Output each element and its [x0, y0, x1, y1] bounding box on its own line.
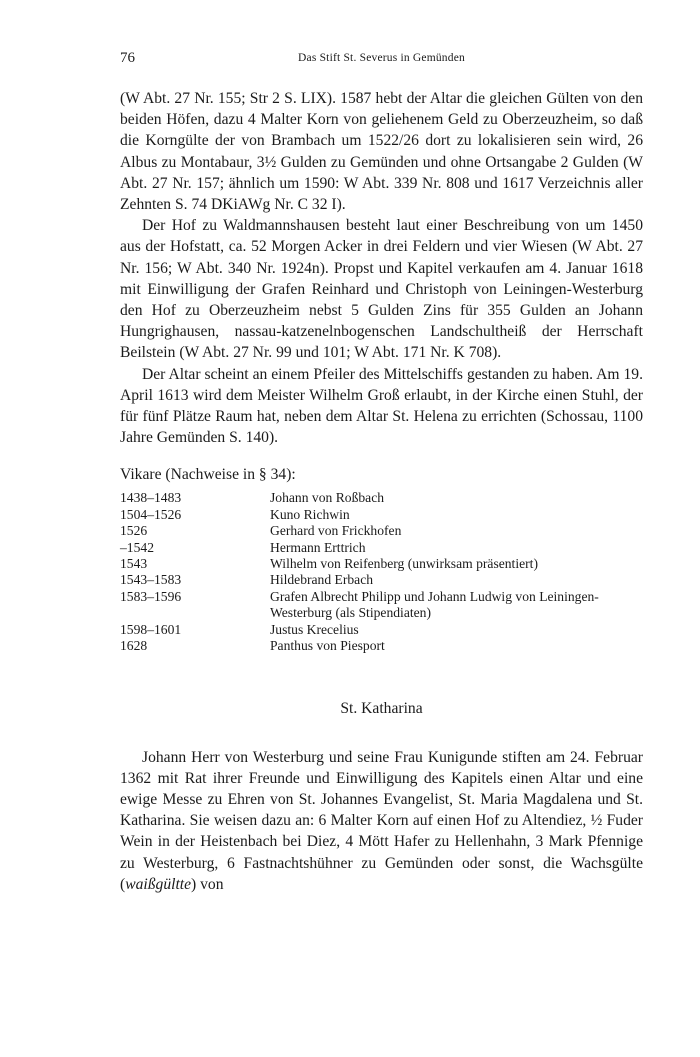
vikar-years: 1583–1596 — [120, 588, 182, 604]
vikar-name: Johann von Roßbach — [270, 490, 385, 506]
table-row — [120, 638, 643, 654]
vikar-name: Hildebrand Erbach — [270, 572, 374, 588]
vikar-name: Wilhelm von Reifenberg (unwirksam präsentiert) — [270, 556, 538, 572]
vikare-heading: Vikare (Nachweise in § 34): — [120, 466, 296, 484]
section-title: St. Katharina — [340, 699, 423, 717]
vikar-years: 1504–1526 — [120, 506, 182, 522]
vikar-name: Grafen Albrecht Philipp und Johann Ludwig von Leiningen-Westerburg (als Stipendiaten) — [270, 588, 599, 621]
vikar-years: 1598–1601 — [120, 621, 182, 637]
vikar-years: 1543 — [120, 556, 148, 572]
vikar-name: Gerhard von Frickhofen — [270, 523, 402, 539]
paragraph: Der Altar scheint an einem Pfeiler des Mittelschiffs gestanden zu haben. Am 19. April 1613 wird dem Meister Wilhelm Groß erlaubt, in der Kirche einen Stuhl, der für fünf Plätze Raum hat, neben dem Altar St. Helena zu errichten (Schossau, 1100 Jahre Gemünden S. 140). — [120, 365, 643, 447]
paragraph: (W Abt. 27 Nr. 155; Str 2 S. LIX). 1587 hebt der Altar die gleichen Gülten von den beiden Höfen, dazu 4 Malter Korn von geliehenem Geld zu Oberzeuzheim, so daß die Korngülte der von Brambach um 1522/26 dort zu lokalisieren sein wird, 26 Albus zu Montabaur, 3½ Gulden zu Gemünden und ohne Ortsangabe 2 Gulden (W Abt. 27 Nr. 157; ähnlich um 1590: W Abt. 339 Nr. 808 und 1617 Verzeichnis aller Zehnten S. 74 DKiAWg Nr. C 32 I). — [120, 90, 643, 214]
paragraph-text: Johann Herr von Westerburg und seine Frau Kunigunde stiften am 24. Februar 1362 mit Rat ihrer Freunde und Einwilligung des Kapitels einen Altar und eine ewige Messe zu Ehren von St. Johannes Evangelist, St. Maria Magdalena und St. Katharina. Sie weisen dazu an: 6 Malter Korn auf einen Hof zu Altendiez, ½ Fuder Wein in der Heistenbach bei Diez, 4 Mött Hafer zu Hellenhahn, 3 Mark Pfennige zu Westerburg, 6 Fastnachtshühner zu Gemünden oder sonst, die Wachsgülte ( — [120, 748, 643, 893]
vikar-name: Kuno Richwin — [270, 506, 350, 522]
paragraph — [120, 747, 643, 895]
table-row — [120, 540, 643, 556]
paragraph-text: ) von — [191, 875, 224, 893]
table-row — [120, 572, 643, 588]
vikare-table — [120, 490, 643, 654]
table-row — [120, 622, 643, 638]
table-row — [120, 523, 643, 539]
table-row — [120, 589, 643, 622]
page-header — [120, 50, 643, 70]
table-row — [120, 507, 643, 523]
vikar-name: Panthus von Piesport — [270, 638, 385, 654]
vikar-years: –1542 — [120, 539, 154, 555]
table-row — [120, 490, 643, 506]
page-body — [120, 88, 643, 895]
page-number: 76 — [120, 50, 135, 66]
vikar-years: 1526 — [120, 523, 148, 539]
italic-term: waißgültte — [125, 875, 192, 893]
table-row — [120, 556, 643, 572]
vikar-years: 1628 — [120, 638, 148, 654]
vikar-years: 1438–1483 — [120, 490, 182, 506]
running-title: Das Stift St. Severus in Gemünden — [298, 52, 465, 64]
vikar-years: 1543–1583 — [120, 572, 182, 588]
vikar-name: Hermann Erttrich — [270, 539, 366, 555]
vikar-name: Justus Krecelius — [270, 621, 359, 637]
paragraph: Der Hof zu Waldmannshausen besteht laut einer Beschreibung von um 1450 aus der Hofstatt, ca. 52 Morgen Acker in drei Feldern und vier Wiesen (W Abt. 27 Nr. 156; W Abt. 340 Nr. 1924n). Propst und Kapitel verkaufen am 4. Januar 1618 mit Einwilligung der Grafen Reinhard und Christoph von Leiningen-Westerburg den Hof zu Oberzeuzheim nebst 5 Gulden Zins für 355 Gulden an Johann Hungrighausen, nassau-katzenelnbogenschen Landschultheiß der Herrschaft Beilstein (W Abt. 27 Nr. 99 und 101; W Abt. 171 Nr. K 708). — [120, 217, 643, 362]
